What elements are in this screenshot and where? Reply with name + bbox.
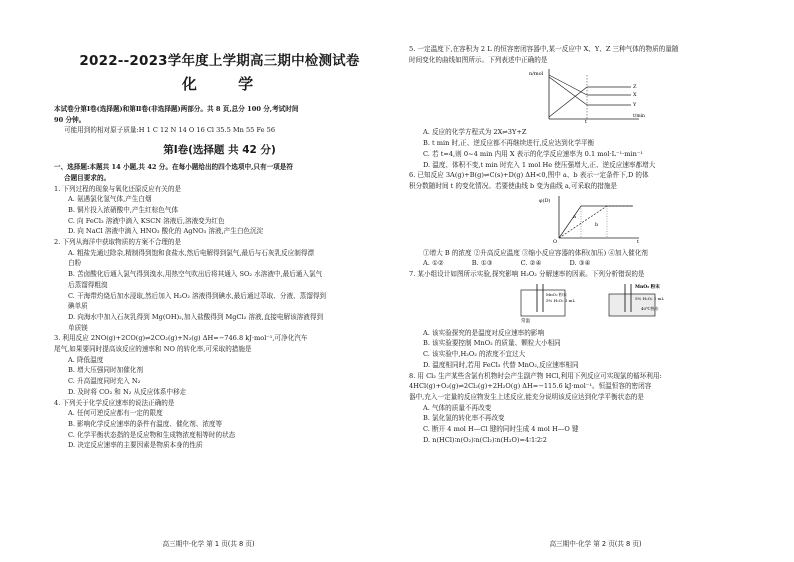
option: A. ①② xyxy=(423,259,444,268)
option: A. 粗盐先通过除杂,精制得到饱和食盐水,然后电解得到氯气,最后与石灰乳反应制得漂 xyxy=(68,248,315,257)
q5-xlabel: t/min xyxy=(633,114,645,120)
intro-line: 可能用到的相对原子质量:H 1 C 12 N 14 O 16 Cl 35.5 Mn 55 Fe 56 xyxy=(64,126,276,135)
option: D. 温度相同时,若用 FeCl₃ 代替 MnO₂,反应速率相同 xyxy=(423,360,579,369)
q7-right-solid: MnO₂ 粉末 xyxy=(635,284,660,290)
option: D. 及时将 CO₂ 和 N₂ 从反应体系中移走 xyxy=(68,387,187,396)
q7-right-solution: 5% H₂O₂ 1 mL xyxy=(635,295,665,301)
question-stem: 8. 用 Cl₂ 生产某些含氯有机物时会产生副产物 HCl,利用下列反应可实现氯的循环利用: xyxy=(409,371,662,380)
q5-label-x: X xyxy=(633,92,637,99)
q7-right-water: 40℃热水 xyxy=(641,305,659,311)
question-stem: 积分数随时间 t 的变化情况。若要使曲线 b 变为曲线 a,可采取的措施是 xyxy=(409,181,618,190)
question-stem: 尾气,如果要同时提高该反应的速率和 NO 的转化率,可采取的措施是 xyxy=(54,345,252,354)
question-stem: 4. 下列关于化学反应速率的说法正确的是 xyxy=(54,398,175,407)
question-8 xyxy=(409,371,772,446)
option: C. 该实验中,H₂O₂ 的浓度不宜过大 xyxy=(423,350,526,359)
question-6 xyxy=(409,170,772,269)
q7-figure xyxy=(409,280,772,328)
question-stem: 2. 下列从海洋中获取物质的方案不合理的是 xyxy=(54,238,182,247)
question-stem: 器中,充入一定量的反应物发生上述反应,能充分说明该反应达到化学平衡状态的是 xyxy=(409,392,644,401)
q5-graph xyxy=(409,65,769,123)
q6-origin: O xyxy=(553,238,558,244)
instruction-line: 合题目要求的。 xyxy=(64,173,111,182)
q6-ylabel: φ(D) xyxy=(539,197,551,204)
instruction-line: 一、选择题:本题共 14 小题,共 42 分。在每小题给出的四个选项中,只有一项是符 xyxy=(54,163,293,172)
curve-y xyxy=(549,77,587,105)
q5-ylabel: n/mol xyxy=(529,71,544,78)
q5-tmark: t xyxy=(585,119,588,124)
question-stem: 6. 已知反应 3A(g)+B(g)⇌C(s)+D(g) ΔH<0,图中 a、b 表示一定条件下,D 的体 xyxy=(409,171,649,180)
option: C. 若 t=4,则 0~4 min 内用 X 表示的化学反应速率为 0.1 mol·L⁻¹·min⁻¹ xyxy=(423,149,644,158)
option: B. 增大压强同时加催化剂 xyxy=(68,366,143,375)
option: D. 温度、体积不变,t min 时充入 1 mol He 使压强增大,正、逆反应速率都增大 xyxy=(423,160,656,169)
question-stem: 7. 某小组设计如图所示实验,探究影响 H₂O₂ 分解速率的因素。下列分析错误的是 xyxy=(409,270,645,279)
page-footer: 高三期中·化学 第 2 页(共 8 页) xyxy=(549,540,642,548)
option: B. ①③ xyxy=(471,259,493,268)
q6-options xyxy=(409,258,772,269)
option: B. 氯化氢的转化率不再改变 xyxy=(423,414,505,423)
option: A. 氨遇氯化氢气体,产生白烟 xyxy=(68,195,152,204)
option: A. 该实验探究的是温度对反应速率的影响 xyxy=(423,328,545,337)
option: C. 升高温度同时充入 N₂ xyxy=(68,377,141,386)
option: A. 反应的化学方程式为 2X⇌3Y+Z xyxy=(423,128,527,137)
option: A. 降低温度 xyxy=(68,355,104,364)
option: C. ②④ xyxy=(520,259,542,268)
question-4 xyxy=(54,398,385,452)
option: A. 任何可逆反应都有一定的限度 xyxy=(68,409,163,418)
page-2 xyxy=(397,0,794,562)
question-stem: 1. 下列过程的现象与氧化还原反应有关的是 xyxy=(54,184,182,193)
q6-xlabel: t xyxy=(637,238,640,244)
option: D. 向海水中加入石灰乳得到 Mg(OH)₂,加入盐酸得到 MgCl₂ 溶液,直接电解该溶液得到 xyxy=(68,312,324,321)
q6-figure xyxy=(409,192,772,248)
question-1 xyxy=(54,184,385,238)
question-stem: 4HCl(g)+O₂(g)⇌2Cl₂(g)+2H₂O(g) ΔH=−115.6 kJ·mol⁻¹。恒温恒容的密闭容 xyxy=(409,382,652,391)
option: C. 断开 4 mol H—Cl 键的同时生成 4 mol H—O 键 xyxy=(423,425,579,434)
curve-z xyxy=(549,87,587,117)
exam-title: 2022--2023学年度上学期高三期中检测试卷 xyxy=(79,53,360,69)
q6-label-a: a xyxy=(573,213,576,220)
subject-title: 化 学 xyxy=(181,75,272,93)
option: B. 苦卤酸化后通入氯气得到溴水,用热空气吹出后将其通入 SO₂ 水溶液中,最后通入氯气 xyxy=(68,270,323,279)
q6-conditions: ①增大 B 的浓度 ②升高反应温度 ③缩小反应容器的体积(加压) ④加入催化剂 xyxy=(423,248,648,257)
question-stem: 3. 利用反应 2NO(g)+2CO(g)⇌2CO₂(g)+N₂(g) ΔH=−746.8 kJ·mol⁻¹,可净化汽车 xyxy=(54,334,308,343)
option: B. 铜片投入浓硝酸中,产生红棕色气体 xyxy=(68,205,179,214)
option: B. t min 时,正、逆反应都不再继续进行,反应达到化学平衡 xyxy=(423,139,595,148)
q6-graph xyxy=(409,192,769,244)
q5-figure xyxy=(409,65,772,127)
intro-line: 本试卷分第Ⅰ卷(选择题)和第Ⅱ卷(非选择题)两部分。共 8 页,总分 100 分,考试时间 xyxy=(54,105,299,113)
question-2 xyxy=(54,237,385,333)
section-title: 第Ⅰ卷(选择题 共 42 分) xyxy=(163,144,276,157)
q7-left-solution: 5% H₂O₂ 1 mL xyxy=(546,297,576,303)
q6-label-b: b xyxy=(595,221,599,228)
option: D. ③④ xyxy=(569,259,591,268)
option: 单质镁 xyxy=(68,323,88,332)
option: C. 干海带灼烧后加水浸取,然后加入 H₂O₂ 溶液得到碘水,最后通过萃取、分液、蒸馏得到 xyxy=(68,291,327,300)
q7-left-solid: MnO₂ 粉末 xyxy=(546,291,567,297)
option: B. 该实验要控制 MnO₂ 的质量、颗粒大小相同 xyxy=(423,339,561,348)
question-stem: 时间变化的曲线如图所示。下列表述中正确的是 xyxy=(409,55,548,64)
question-3 xyxy=(54,333,385,397)
q5-label-y: Y xyxy=(633,102,637,109)
option: 后蒸馏得粗溴 xyxy=(68,280,108,289)
page-footer: 高三期中·化学 第 1 页(共 8 页) xyxy=(162,540,255,548)
q5-label-z: Z xyxy=(633,84,637,91)
question-7 xyxy=(409,269,772,371)
q7-left-water: 常温 xyxy=(521,318,530,324)
option: 碘单质 xyxy=(68,302,88,311)
q7-apparatus xyxy=(409,280,769,324)
question-stem: 5. 一定温度下,在容积为 2 L 的恒容密闭容器中,某一反应中 X、Y、Z 三种气体的物质的量随 xyxy=(409,45,679,53)
curve-x xyxy=(549,75,587,95)
option: D. 决定反应速率的主要因素是物质本身的性质 xyxy=(68,441,203,450)
option: C. 向 FeCl₃ 溶液中滴入 KSCN 溶液后,溶液变为红色 xyxy=(68,216,225,225)
option: A. 气体的质量不再改变 xyxy=(423,403,492,412)
option: D. 向 NaCl 溶液中滴入 HNO₃ 酸化的 AgNO₃ 溶液,产生白色沉淀 xyxy=(68,227,264,236)
option: 白粉 xyxy=(68,259,82,268)
intro-line: 90 分钟。 xyxy=(54,115,86,124)
option: C. 化学平衡状态指的是反应物和生成物浓度相等时的状态 xyxy=(68,430,236,439)
option: B. 影响化学反应速率的条件有温度、催化剂、浓度等 xyxy=(68,419,223,428)
option: D. n(HCl)∶n(O₂)∶n(Cl₂)∶n(H₂O)=4∶1∶2∶2 xyxy=(423,435,547,444)
question-5 xyxy=(409,44,772,170)
